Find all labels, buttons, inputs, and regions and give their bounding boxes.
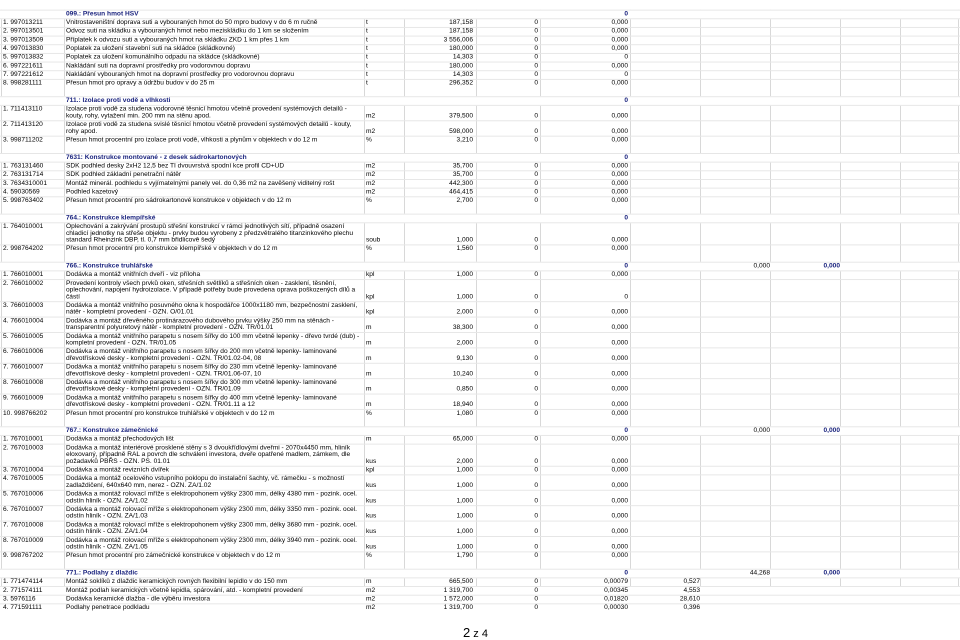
- section-title: 7631: Konstrukce montované - z desek sádrokartonových: [66, 153, 247, 161]
- item-code: 1. 763131460: [3, 162, 44, 170]
- table-row: [0, 505, 960, 521]
- item-price: 0: [534, 19, 538, 26]
- table-row: [0, 378, 960, 394]
- item-qty: 180,000: [449, 62, 473, 70]
- item-price: 0: [534, 53, 538, 61]
- item-total: 0,000: [611, 339, 628, 347]
- item-total: 0,000: [611, 466, 628, 474]
- item-qty: 464,415: [449, 188, 473, 196]
- item-code: 7. 767010008: [3, 521, 44, 529]
- table-row: [0, 301, 960, 317]
- item-total: 0,000: [611, 543, 628, 551]
- item-total: 0,000: [611, 324, 628, 332]
- item-code: 9. 766010009: [3, 394, 44, 402]
- item-description: Dodávka a montáž ocelového vstupního poklopu do instalační šachty, vč. rámečku - s možností zadlaždičení, 640x640 mm, nerez - OZN. ZA/1.02: [66, 475, 345, 489]
- item-qty: 38,300: [452, 324, 473, 332]
- item-code: 7. 766010007: [3, 363, 44, 371]
- item-description: Izolace proti vodě za studena svislé těsnicí hmotou včetně provedení systémových detailů - kouty, rohy apod.: [66, 121, 352, 135]
- item-total: 0,000: [611, 512, 628, 520]
- table-row: [0, 136, 960, 146]
- item-total: 0,000: [611, 62, 628, 70]
- item-description: SDK podhled desky 2xH2 12,5 bez TI dvouvrstvá spodní kce profil CD+UD: [66, 162, 285, 170]
- item-code: 2. 767010003: [3, 444, 44, 452]
- item-unit: t: [366, 19, 368, 26]
- item-qty: 35,700: [452, 171, 473, 179]
- item-unit: m: [366, 578, 372, 586]
- item-description: Nakládání suti na dopravní prostředky pro vodorovnou dopravu: [66, 62, 251, 70]
- section-total: 0: [624, 214, 628, 222]
- item-total: 0: [624, 71, 628, 78]
- item-qty: 2,700: [456, 197, 473, 205]
- item-code: 3. 5976116: [3, 595, 36, 603]
- item-code: 6. 767010007: [3, 506, 44, 513]
- item-price: 0: [534, 401, 538, 409]
- item-unit: m2: [366, 604, 376, 612]
- item-qty: 296,352: [449, 79, 473, 87]
- item-description: Montáž podlah keramických včetně lepidla, spárování, atd. - kompletní provedení: [66, 587, 303, 594]
- item-description: Vnitrostaveništní doprava suti a vybouraných hmot do 50 mpro budovy v do 6 m ručně: [66, 19, 318, 26]
- item-description: Přesun hmot procentní pro zámečnické konstrukce v objektech v do 12 m: [66, 552, 281, 560]
- item-description: Dodávka a montáž vnitřního parapetu s nosem šířky do 400 mm včetně lepenky- laminované dřevotřískové desky - kompletní provedení - OZN. TR/01.11 a 12: [66, 394, 337, 409]
- section-total: 0: [624, 10, 628, 18]
- item-description: Montáž minerál. podhledu s vyjímatelnými panely vel. do 0,36 m2 na zavěšený viditelný rošt: [66, 179, 335, 187]
- item-code: 2. 763131714: [3, 171, 44, 179]
- item-description: Dodávka a montáž rolovací mříže s elektropohonem výšky 2300 mm, délky 3350 mm - pozink. ocel. odstín hliník - OZN. ZA/1.03: [66, 506, 357, 520]
- item-unit: kus: [366, 482, 377, 489]
- item-unit: kus: [366, 528, 377, 536]
- item-price: 0: [534, 71, 538, 78]
- item-code: 8. 998281111: [3, 79, 42, 87]
- item-qty: 598,000: [449, 127, 473, 135]
- item-unit: kus: [366, 458, 377, 465]
- item-description: Dodávka a montáž vnitřního parapetu s nosem šířky do 200 mm včetně lepenky- laminované dřevotřískové desky - kompletní provedení - OZN. TR/01.02-04, 08: [66, 348, 337, 362]
- item-qty: 1,560: [456, 245, 473, 253]
- item-total: 0,00345: [604, 587, 628, 594]
- item-qty: 1,000: [456, 482, 473, 489]
- item-unit: m: [366, 385, 372, 393]
- item-price: 0: [534, 36, 538, 44]
- item-price: 0: [534, 370, 538, 378]
- item-qty: 35,700: [452, 162, 473, 170]
- section-total: 0: [624, 262, 628, 270]
- item-description: SDK podhled základní penetrační nátěr: [66, 171, 182, 179]
- table-row: [0, 394, 960, 410]
- section-total: 0: [624, 427, 628, 434]
- item-unit: %: [366, 409, 372, 417]
- item-unit: m2: [366, 587, 376, 594]
- item-code: 3. 998711202: [3, 136, 43, 144]
- item-qty: 180,000: [449, 45, 473, 52]
- section-weight: 0,000: [753, 427, 770, 434]
- item-price: 0: [534, 409, 538, 417]
- item-total: 0: [624, 293, 628, 301]
- item-price: 0: [534, 385, 538, 393]
- item-total: 0,000: [611, 458, 628, 465]
- table-row: [0, 347, 960, 363]
- item-price: 0: [534, 162, 538, 170]
- item-price: 0: [534, 355, 538, 362]
- item-unit: m: [366, 324, 372, 332]
- item-total: 0,000: [611, 136, 628, 144]
- item-total: 0,000: [611, 271, 628, 279]
- item-code: 2. 771574111: [3, 587, 43, 594]
- item-description: Oplechování a zakrývání prostupů střešní konstrukcí v rámci jednotlivých sítí, případně osazení chladicí jednotky na střeše objektu - prvky budou vyrobeny z předzvětralého titanzinkového plechu standard Rheinzink DBP, tl. 0,7 mm břidlicově šedý: [66, 223, 353, 244]
- item-description: Izolace proti vodě za studena vodorovné těsnicí hmotou včetně provedení systémových detailů - kouty, rohy, vytažení min. 200 mm na stěnu apod.: [66, 105, 347, 120]
- item-price: 0: [534, 466, 538, 474]
- item-total: 0,000: [611, 45, 628, 52]
- section-total: 0: [624, 97, 628, 104]
- item-qty: 1 572,000: [443, 595, 473, 603]
- item-description: Odvoz suti na skládku a vybouraných hmot nebo meziskládku do 1 km se složením: [66, 27, 309, 35]
- item-qty: 9,130: [456, 355, 473, 362]
- item-total: 0,000: [611, 370, 628, 378]
- item-code: 4. 767010005: [3, 475, 44, 483]
- section-title: 711.: Izolace proti vodě a vlhkosti: [66, 97, 171, 104]
- item-qty: 0,850: [456, 385, 473, 393]
- item-price: 0: [534, 45, 538, 52]
- table-row: [0, 105, 960, 121]
- item-description: Podhled kazetový: [66, 188, 119, 196]
- item-description: Dodávka a montáž rolovací mříže s elektropohonem výšky 2300 mm, délky 3940 mm - pozink. ocel. odstín hliník - OZN. ZA/1.05: [66, 536, 357, 551]
- item-total: 0,000: [611, 435, 628, 443]
- item-unit: kpl: [366, 271, 375, 279]
- item-total: 0,000: [611, 552, 628, 560]
- item-qty: 18,940: [452, 401, 473, 409]
- section-title: 767.: Konstrukce zámečnické: [66, 427, 158, 434]
- item-price: 0: [534, 112, 538, 120]
- item-description: Dodávka a montáž rolovací mříže s elektropohonem výšky 2300 mm, délky 3680 mm - pozink. ocel. odstín hliník - OZN. ZA/1.04: [66, 521, 357, 536]
- item-qty: 1,000: [456, 466, 473, 474]
- item-unit: t: [366, 71, 368, 78]
- item-unit: m: [366, 435, 372, 443]
- item-total: 0,000: [611, 245, 628, 253]
- item-total: 0: [624, 53, 628, 61]
- item-total: 0,000: [611, 179, 628, 187]
- item-total: 0,000: [611, 19, 628, 26]
- item-price: 0: [534, 578, 538, 586]
- item-total: 0,000: [611, 27, 628, 35]
- item-code: 3. 7634310001: [3, 179, 48, 187]
- item-code: 1. 766010001: [3, 271, 44, 279]
- item-code: 2. 998764202: [3, 245, 44, 253]
- table-row: [0, 444, 960, 467]
- item-unit: kus: [366, 497, 377, 505]
- section-total-weight: 0,000: [823, 427, 840, 434]
- table-row: [0, 196, 960, 206]
- item-description: Dodávka a montáž vnitřního parapetu s nosem šířky do 300 mm včetně lepenky- laminované dřevotřískové desky - kompletní provedení - OZN. TR/01.09: [66, 379, 337, 393]
- item-description: Poplatek za uložení komunálního odpadu na skládce (skládkovné): [66, 53, 260, 61]
- item-price: 0: [534, 528, 538, 536]
- item-unit: t: [366, 27, 368, 35]
- item-price: 0: [534, 245, 538, 253]
- table-row: [0, 603, 960, 613]
- item-description: Podlahy penetrace podkladu: [66, 604, 150, 612]
- item-code: 3. 767010004: [3, 466, 44, 474]
- item-code: 5. 767010006: [3, 490, 44, 498]
- section-total-weight: 0,000: [823, 262, 840, 270]
- item-total: 0,000: [611, 497, 628, 505]
- item-price: 0: [534, 271, 538, 279]
- item-unit: m2: [366, 112, 376, 120]
- item-price: 0: [534, 293, 538, 301]
- item-qty: 10,240: [452, 370, 473, 378]
- item-unit: m: [366, 370, 372, 378]
- section-title: 099.: Přesun hmot HSV: [66, 10, 139, 18]
- section-title: 764.: Konstrukce klempířské: [66, 214, 156, 222]
- table-row: [0, 332, 960, 348]
- item-unit: t: [366, 36, 368, 44]
- item-description: Montáž soklíků z dlaždic keramických rovných flexibilní lepidlo v do 150 mm: [66, 578, 288, 586]
- table-row: [0, 79, 960, 89]
- table-row: [0, 490, 960, 506]
- item-code: 2. 766010002: [3, 280, 44, 287]
- item-unit: t: [366, 45, 368, 52]
- table-row: [0, 317, 960, 333]
- item-code: 1. 711413110: [3, 105, 43, 113]
- item-price: 0: [534, 127, 538, 135]
- item-extra: 0,527: [683, 578, 700, 586]
- item-description: Přesun hmot pro opravy a údržbu budov v do 25 m: [66, 79, 215, 87]
- item-description: Nakládání vybouraných hmot na dopravní prostředky pro vodorovnou dopravu: [66, 71, 294, 78]
- table-row: [0, 279, 960, 302]
- item-price: 0: [534, 595, 538, 603]
- item-code: 4. 766010004: [3, 317, 44, 325]
- item-total: 0,000: [611, 197, 628, 205]
- item-code: 2. 997013501: [3, 27, 44, 35]
- item-total: 0,000: [611, 236, 628, 244]
- item-unit: m2: [366, 162, 376, 170]
- item-code: 4. 59030569: [3, 188, 40, 196]
- item-extra: 4,553: [683, 587, 700, 594]
- section-title: 766.: Konstrukce truhlářské: [66, 262, 153, 270]
- item-qty: 1 319,700: [443, 587, 473, 594]
- item-qty: 665,500: [449, 578, 473, 586]
- item-price: 0: [534, 197, 538, 205]
- item-qty: 1,080: [456, 409, 473, 417]
- item-code: 10. 998766202: [3, 409, 48, 417]
- item-qty: 1,000: [456, 236, 473, 244]
- item-unit: %: [366, 197, 372, 205]
- page-of-label: z: [473, 628, 479, 640]
- table-row: [0, 521, 960, 537]
- item-code: 5. 998763402: [3, 197, 44, 205]
- section-weight: 0,000: [753, 262, 770, 270]
- item-price: 0: [534, 324, 538, 332]
- item-unit: t: [366, 62, 368, 70]
- item-unit: t: [366, 53, 368, 61]
- item-code: 1. 997013211: [3, 19, 43, 26]
- item-qty: 1,000: [456, 543, 473, 551]
- page-total: 4: [481, 628, 488, 640]
- item-qty: 1,000: [456, 528, 473, 536]
- item-unit: kus: [366, 512, 377, 520]
- item-qty: 379,500: [449, 112, 473, 120]
- item-code: 6. 997221611: [3, 62, 43, 70]
- table-row: [0, 551, 960, 561]
- item-total: 0,000: [611, 127, 628, 135]
- item-code: 4. 997013830: [3, 45, 44, 52]
- item-unit: %: [366, 552, 372, 560]
- item-price: 0: [534, 435, 538, 443]
- item-qty: 14,303: [452, 53, 473, 61]
- item-code: 3. 997013509: [3, 36, 44, 44]
- item-total: 0,00079: [604, 578, 628, 586]
- item-qty: 1,790: [456, 552, 473, 560]
- item-total: 0,000: [611, 482, 628, 489]
- item-total: 0,000: [611, 112, 628, 120]
- item-code: 4. 771591111: [3, 604, 42, 612]
- section-weight: 44,268: [749, 569, 770, 577]
- item-unit: kus: [366, 543, 377, 551]
- item-price: 0: [534, 482, 538, 489]
- item-total: 0,000: [611, 409, 628, 417]
- item-qty: 1,000: [456, 497, 473, 505]
- item-price: 0: [534, 604, 538, 612]
- item-total: 0,000: [611, 385, 628, 393]
- item-unit: m: [366, 355, 372, 362]
- item-extra: 28,610: [679, 595, 700, 603]
- item-price: 0: [534, 236, 538, 244]
- item-code: 9. 998767202: [3, 552, 44, 560]
- item-description: Přesun hmot procentní pro izolace proti vodě, vlhkosti a plynům v objektech v do 12 m: [66, 136, 318, 144]
- item-total: 0,000: [611, 308, 628, 316]
- item-code: 2. 711413120: [3, 121, 43, 128]
- item-qty: 3 556,006: [443, 36, 473, 44]
- item-price: 0: [534, 587, 538, 594]
- item-description: Dodávka a montáž rolovací mříže s elektropohonem výšky 2300 mm, délky 4380 mm - pozink. ocel. odstín hliník - OZN. ZA/1.02: [66, 490, 357, 505]
- item-price: 0: [534, 512, 538, 520]
- item-qty: 2,000: [456, 308, 473, 316]
- item-qty: 2,000: [456, 339, 473, 347]
- item-price: 0: [534, 339, 538, 347]
- item-unit: t: [366, 79, 368, 87]
- table-row: [0, 474, 960, 490]
- item-price: 0: [534, 552, 538, 560]
- item-code: 5. 997013832: [3, 53, 44, 61]
- item-unit: soub: [366, 236, 381, 244]
- item-description: Poplatek za uložení stavební suti na skládce (skládkovné): [66, 45, 235, 52]
- section-total: 0: [624, 569, 628, 577]
- item-qty: 2,000: [456, 458, 473, 465]
- item-unit: m: [366, 339, 372, 347]
- item-description: Dodávka a montáž interiérové prosklené stěny s 3 dvoukřídlovými dveřmi - 2070x4450 mm, hliník eloxovaný, případně RAL a povrch dle schválení investora, dveře opatřené madlem, zámkem, dle požadavků PBŘS - OZN. PS. 01.01: [66, 444, 351, 465]
- section-total-weight: 0,000: [823, 569, 840, 577]
- item-unit: kpl: [366, 466, 375, 474]
- item-price: 0: [534, 308, 538, 316]
- item-unit: m2: [366, 188, 376, 196]
- item-total: 0,000: [611, 171, 628, 179]
- item-price: 0: [534, 171, 538, 179]
- item-total: 0,01820: [604, 595, 628, 603]
- item-description: Dodávka a montáž dřevěného protinárazového dubového prvku výšky 250 mm na stěnách - transparentní polyuretový nátěr - kompletní provedení - OZN. TR/01.01: [66, 317, 334, 332]
- item-qty: 187,158: [449, 27, 473, 35]
- item-code: 1. 767010001: [3, 435, 44, 443]
- item-unit: kpl: [366, 293, 375, 301]
- item-qty: 442,300: [449, 179, 473, 187]
- item-code: 7. 997221612: [3, 71, 44, 78]
- item-code: 3. 766010003: [3, 302, 44, 309]
- item-description: Dodávka a montáž vnitřního posuvného okna k hospodářce 1000x1180 mm, bezpečnostní zasklení, nátěr - kompletní provedení - OZN. O/01.01: [66, 302, 358, 316]
- item-extra: 0,396: [683, 604, 700, 612]
- item-code: 5. 766010005: [3, 332, 44, 340]
- table-row: [0, 244, 960, 254]
- section-title: 771.: Podlahy z dlaždic: [66, 569, 138, 577]
- item-code: 1. 764010001: [3, 223, 44, 230]
- item-qty: 14,303: [452, 71, 473, 78]
- item-description: Přesun hmot procentní pro konstrukce truhlářské v objektech v do 12 m: [66, 409, 275, 417]
- item-price: 0: [534, 27, 538, 35]
- table-row: [0, 120, 960, 136]
- item-qty: 1,000: [456, 512, 473, 520]
- item-total: 0,000: [611, 528, 628, 536]
- item-price: 0: [534, 543, 538, 551]
- item-qty: 3,210: [456, 136, 473, 144]
- item-unit: m2: [366, 171, 376, 179]
- item-qty: 1 319,700: [443, 604, 473, 612]
- item-unit: %: [366, 136, 372, 144]
- item-total: 0,000: [611, 355, 628, 362]
- item-description: Dodávka a montáž přechodových lišt: [66, 435, 174, 443]
- table-row: [0, 536, 960, 552]
- item-description: Dodávka a montáž vnitřního parapetu s nosem šířky do 230 mm včetně lepenky- laminované dřevotřískové desky - kompletní provedení - OZN. TR/01.06-07, 10: [66, 363, 337, 378]
- page-current: 2: [463, 625, 471, 640]
- item-unit: m: [366, 401, 372, 409]
- item-total: 0,000: [611, 401, 628, 409]
- item-qty: 187,158: [449, 19, 473, 26]
- item-description: Přesun hmot procentní pro konstrukce klempířské v objektech v do 12 m: [66, 245, 278, 253]
- item-total: 0,000: [611, 188, 628, 196]
- item-unit: %: [366, 245, 372, 253]
- item-price: 0: [534, 497, 538, 505]
- table-row: [0, 222, 960, 245]
- item-price: 0: [534, 458, 538, 465]
- item-unit: kpl: [366, 308, 375, 316]
- item-unit: m2: [366, 179, 376, 187]
- item-description: Přesun hmot procentní pro sádrokartonové konstrukce v objektech v do 12 m: [66, 197, 292, 205]
- item-code: 1. 771474114: [3, 578, 43, 586]
- item-description: Provedení kontroly všech prvků oken, střešních světlíků a střešních oken - zasklení, těsnění, oplechování, napojení hydroizolace. V případě potřeby bude provedena oprava poškozených dílů a částí: [66, 280, 356, 301]
- item-description: Dodávka a montáž vnitřních dveří - viz příloha: [66, 271, 201, 279]
- item-total: 0,000: [611, 36, 628, 44]
- item-price: 0: [534, 179, 538, 187]
- table-row: [0, 363, 960, 379]
- item-description: Dodávka keramické dlažba - dle výběru investora: [66, 595, 211, 603]
- item-price: 0: [534, 136, 538, 144]
- item-description: Příplatek k odvozu suti a vybouraných hmot na skládku ZKD 1 km přes 1 km: [66, 36, 289, 44]
- item-total: 0,000: [611, 162, 628, 170]
- item-unit: m2: [366, 127, 376, 135]
- item-code: 6. 766010006: [3, 348, 44, 356]
- item-total: 0,000: [611, 79, 628, 87]
- item-price: 0: [534, 62, 538, 70]
- item-unit: m2: [366, 595, 376, 603]
- item-qty: 1,000: [456, 293, 473, 301]
- table-row: [0, 409, 960, 419]
- item-total: 0,00030: [604, 604, 628, 612]
- section-total: 0: [624, 153, 628, 161]
- item-price: 0: [534, 79, 538, 87]
- item-code: 8. 766010008: [3, 379, 44, 386]
- item-qty: 1,000: [456, 271, 473, 279]
- item-description: Dodávka a montáž revizních dvířek: [66, 466, 169, 474]
- item-qty: 65,000: [452, 435, 473, 443]
- item-price: 0: [534, 188, 538, 196]
- item-description: Dodávka a montáž vnitřního parapetu s nosem šířky do 100 mm včetně lepenky - dřevo tvrdé (dub) - kompletní provedení - OZN. TR/01.05: [66, 332, 360, 347]
- item-code: 8. 767010009: [3, 536, 44, 544]
